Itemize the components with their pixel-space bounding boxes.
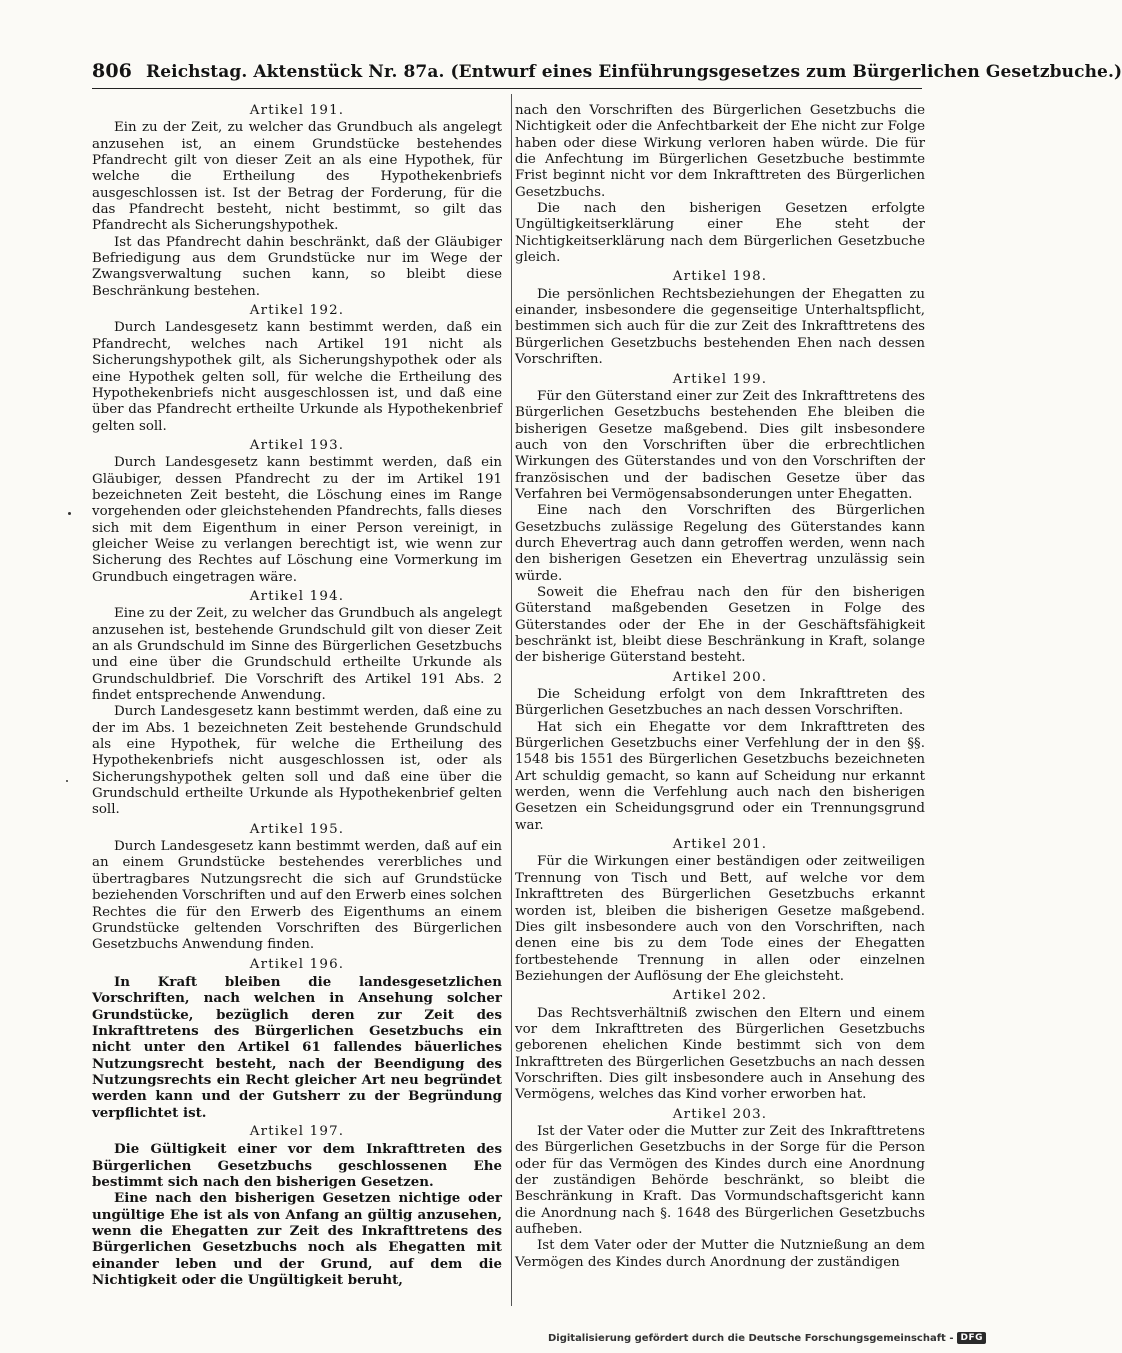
right-column <box>515 103 925 1274</box>
article-paragraph: Ist dem Vater oder der Mutter die Nutznießung an dem Vermögen des Kindes durch Anordnung der zuständigen <box>515 1238 925 1270</box>
article-block <box>92 589 502 819</box>
article-heading: Artikel 196. <box>249 956 345 972</box>
article-paragraph: Eine nach den Vorschriften des Bürgerlichen Gesetzbuchs zulässige Regelung des Güterstandes kann durch Ehevertrag auch dann getroffen werden, wenn nach den bisherigen Gesetzen ein Ehevertrag unzulässig sein würde. <box>515 503 925 584</box>
article-block <box>515 988 925 1103</box>
article-block <box>515 670 925 834</box>
article-block <box>515 103 925 266</box>
article-heading: Artikel 199. <box>672 371 768 387</box>
header-rule <box>92 88 922 89</box>
article-paragraph: In Kraft bleiben die landesgesetzlichen Vorschriften, nach welchen in Ansehung solcher Grundstücke, bezüglich deren zur Zeit des Inkrafttretens des Bürgerlichen Gesetzbuchs ein nicht unter den Artikel 61 fallendes bäuerliches Nutzungsrecht besteht, nach der Beendigung des Nutzungsrechts ein Recht gleicher Art neu begründet werden kann und der Gutsherr zu der Begründung verpflichtet ist. <box>92 973 502 1121</box>
footer-text: Digitalisierung gefördert durch die Deutsche Forschungsgemeinschaft - <box>547 1332 954 1344</box>
article-paragraph: Soweit die Ehefrau nach den für den bisherigen Güterstand maßgebenden Gesetzen in Folge des Güterstandes oder der Ehe in der Geschäftsfähigkeit beschränkt ist, bleibt diese Beschränkung in Kraft, solange der bisherige Güterstand besteht. <box>515 584 925 666</box>
article-paragraph: Durch Landesgesetz kann bestimmt werden, daß ein Pfandrecht, welches nach Artikel 191 nicht als Sicherungshypothek gilt, als Sicherungshypothek oder als eine Hypothek gelten soll, für welche die Ertheilung des Hypothekenbriefs nicht ausgeschlossen ist, und daß eine über das Pfandrecht ertheilte Urkunde als Hypothekenbrief gelten soll. <box>92 320 502 434</box>
page-number: 806 <box>92 60 132 82</box>
article-paragraph: Ist der Vater oder die Mutter zur Zeit des Inkrafttretens des Bürgerlichen Gesetzbuchs in der Sorge für die Person oder für das Vermögen des Kindes durch eine Anordnung der zuständigen Behörde beschränkt, so bleibt die Beschränkung in Kraft. Das Vormundschaftsgericht kann die Anordnung nach §. 1648 des Bürgerlichen Gesetzbuchs aufheben. <box>515 1123 925 1238</box>
article-paragraph: Eine zu der Zeit, zu welcher das Grundbuch als angelegt anzusehen ist, bestehende Grundschuld gilt von dieser Zeit an als Grundschuld im Sinne des Bürgerlichen Gesetzbuchs und eine über die Grundschuld ertheilte Urkunde als Grundschuldbrief. Die Vorschrift des Artikel 191 Abs. 2 findet entsprechende Anwendung. <box>92 606 502 704</box>
article-paragraph: Für die Wirkungen einer beständigen oder zeitweiligen Trennung von Tisch und Bett, auf welche vor dem Inkrafttreten des Bürgerlichen Gesetzbuchs erkannt worden ist, bleiben die bisherigen Gesetze maßgebend. Dies gilt insbesondere auch von den Vorschriften, nach denen eine bis zu dem Tode eines der Ehegatten fortbestehende Trennung in allen oder einzelnen Beziehungen der Auflösung der Ehe gleichsteht. <box>515 854 925 984</box>
left-column <box>92 103 502 1291</box>
article-heading: Artikel 195. <box>249 821 345 837</box>
article-paragraph: Durch Landesgesetz kann bestimmt werden, daß eine zu der im Abs. 1 bezeichneten Zeit bestehende Grundschuld als eine Hypothek, für welche die Ertheilung des Hypothekenbriefs nicht ausgeschlossen ist, oder als Sicherungshypothek gelten soll und daß eine über die Grundschuld ertheilte Urkunde als Hypothekenbrief gelten soll. <box>92 704 502 818</box>
article-heading: Artikel 192. <box>249 303 345 319</box>
column-divider <box>511 94 512 1306</box>
article-block <box>92 303 502 435</box>
article-heading: Artikel 198. <box>672 269 768 285</box>
article-heading: Artikel 197. <box>249 1123 345 1139</box>
article-block <box>515 1107 925 1271</box>
article-paragraph: Eine nach den bisherigen Gesetzen nichtige oder ungültige Ehe ist als von Anfang an gültig anzusehen, wenn die Ehegatten zur Zeit des Inkrafttretens des Bürgerlichen Gesetzbuchs noch als Ehegatten mit einander leben und der Grund, auf dem die Nichtigkeit oder die Ungültigkeit beruht, <box>92 1190 502 1289</box>
article-paragraph: Durch Landesgesetz kann bestimmt werden, daß ein Gläubiger, dessen Pfandrecht zu der im Artikel 191 bezeichneten Zeit besteht, die Löschung eines im Range vorgehenden oder gleichstehenden Pfandrechts, falls dieses sich mit dem Eigenthum in einer Person vereinigt, in gleicher Weise zu verlangen berechtigt ist, wie wenn zur Sicherung des Rechtes auf Löschung eine Vormerkung im Grundbuch eingetragen wäre. <box>92 455 502 585</box>
article-heading: Artikel 202. <box>672 988 768 1004</box>
running-title: Reichstag. Aktenstück Nr. 87a. (Entwurf eines Einführungsgesetzes zum Bürgerlichen Gesetzbuche.) <box>146 62 1122 82</box>
article-heading: Artikel 194. <box>249 588 345 604</box>
article-paragraph: Das Rechtsverhältniß zwischen den Eltern und einem vor dem Inkrafttreten des Bürgerlichen Gesetzbuchs geborenen ehelichen Kinde bestimmt sich von dem Inkrafttreten des Bürgerlichen Gesetzbuchs an nach dessen Vorschriften. Dies gilt insbesondere auch in Ansehung des Vermögens, welches das Kind vorher erworben hat. <box>515 1005 925 1103</box>
article-heading: Artikel 200. <box>672 669 768 685</box>
article-paragraph: Durch Landesgesetz kann bestimmt werden, daß auf ein an einem Grundstücke bestehendes vererbliches und übertragbares Nutzungsrecht die sich auf Grundstücke beziehenden Vorschriften und auf den Erwerb eines solchen Rechtes die für den Erwerb des Eigenthums an einem Grundstücke geltenden Vorschriften des Bürgerlichen Gesetzbuchs Anwendung finden. <box>92 839 502 953</box>
article-paragraph: Die Gültigkeit einer vor dem Inkrafttreten des Bürgerlichen Gesetzbuchs geschlossenen Ehe bestimmt sich nach den bisherigen Gesetzen. <box>92 1141 502 1190</box>
article-block <box>515 372 925 667</box>
article-block <box>92 957 502 1121</box>
article-heading: Artikel 203. <box>672 1106 768 1122</box>
article-paragraph: Die Scheidung erfolgt von dem Inkrafttreten des Bürgerlichen Gesetzbuches an nach dessen Vorschriften. <box>515 687 925 719</box>
page-header <box>92 60 1122 86</box>
article-paragraph: Die persönlichen Rechtsbeziehungen der Ehegatten zu einander, insbesondere die gegenseitige Unterhaltspflicht, bestimmen sich auch für die zur Zeit des Inkrafttretens des Bürgerlichen Gesetzbuchs bestehenden Ehen nach dessen Vorschriften. <box>515 286 925 368</box>
article-heading: Artikel 201. <box>672 837 768 853</box>
article-paragraph: Ein zu der Zeit, zu welcher das Grundbuch als angelegt anzusehen ist, an einem Grundstücke bestehendes Pfandrecht gilt von dieser Zeit an als eine Hypothek, für welche die Ertheilung des Hypothekenbriefs ausgeschlossen ist. Ist der Betrag der Forderung, für die das Pfandrecht besteht, nicht bestimmt, so gilt das Pfandrecht als Sicherungshypothek. <box>92 120 502 234</box>
scan-speck <box>66 780 68 782</box>
article-paragraph: Die nach den bisherigen Gesetzen erfolgte Ungültigkeitserklärung einer Ehe steht der Nichtigkeitserklärung nach dem Bürgerlichen Gesetzbuche gleich. <box>515 201 925 266</box>
article-block <box>92 103 502 300</box>
article-heading: Artikel 193. <box>249 437 345 453</box>
article-heading: Artikel 191. <box>249 103 345 118</box>
dfg-logo: DFG <box>957 1332 986 1344</box>
scan-speck <box>68 512 71 515</box>
article-block <box>515 269 925 368</box>
article-paragraph: nach den Vorschriften des Bürgerlichen Gesetzbuchs die Nichtigkeit oder die Anfechtbarkeit der Ehe nicht zur Folge haben oder diese Wirkung verloren haben würde. Die für die Anfechtung im Bürgerlichen Gesetzbuche bestimmte Frist beginnt nicht vor dem Inkrafttreten des Bürgerlichen Gesetzbuchs. <box>515 103 925 200</box>
article-block <box>92 438 502 586</box>
article-block <box>92 1124 502 1288</box>
article-paragraph: Für den Güterstand einer zur Zeit des Inkrafttretens des Bürgerlichen Gesetzbuchs bestehenden Ehe bleiben die bisherigen Gesetze maßgebend. Dies gilt insbesondere auch von den Vorschriften über die erbrechtlichen Wirkungen des Güterstandes und von den Vorschriften der französischen und der badischen Gesetze über das Verfahren bei Vermögensabsonderungen unter Ehegatten. <box>515 388 925 502</box>
article-block <box>515 837 925 985</box>
article-paragraph: Ist das Pfandrecht dahin beschränkt, daß der Gläubiger Befriedigung aus dem Grundstücke nur im Wege der Zwangsverwaltung suchen kann, so bleibt diese Beschränkung bestehen. <box>92 234 502 299</box>
digitization-credit <box>548 1329 986 1347</box>
article-block <box>92 822 502 954</box>
article-paragraph: Hat sich ein Ehegatte vor dem Inkrafttreten des Bürgerlichen Gesetzbuchs einer Verfehlung der in den §§. 1548 bis 1551 des Bürgerlichen Gesetzbuchs bezeichneten Art schuldig gemacht, so kann auf Scheidung nur erkannt werden, wenn die Verfehlung auch nach den bisherigen Gesetzen ein Scheidungsgrund oder ein Trennungsgrund war. <box>515 719 925 833</box>
